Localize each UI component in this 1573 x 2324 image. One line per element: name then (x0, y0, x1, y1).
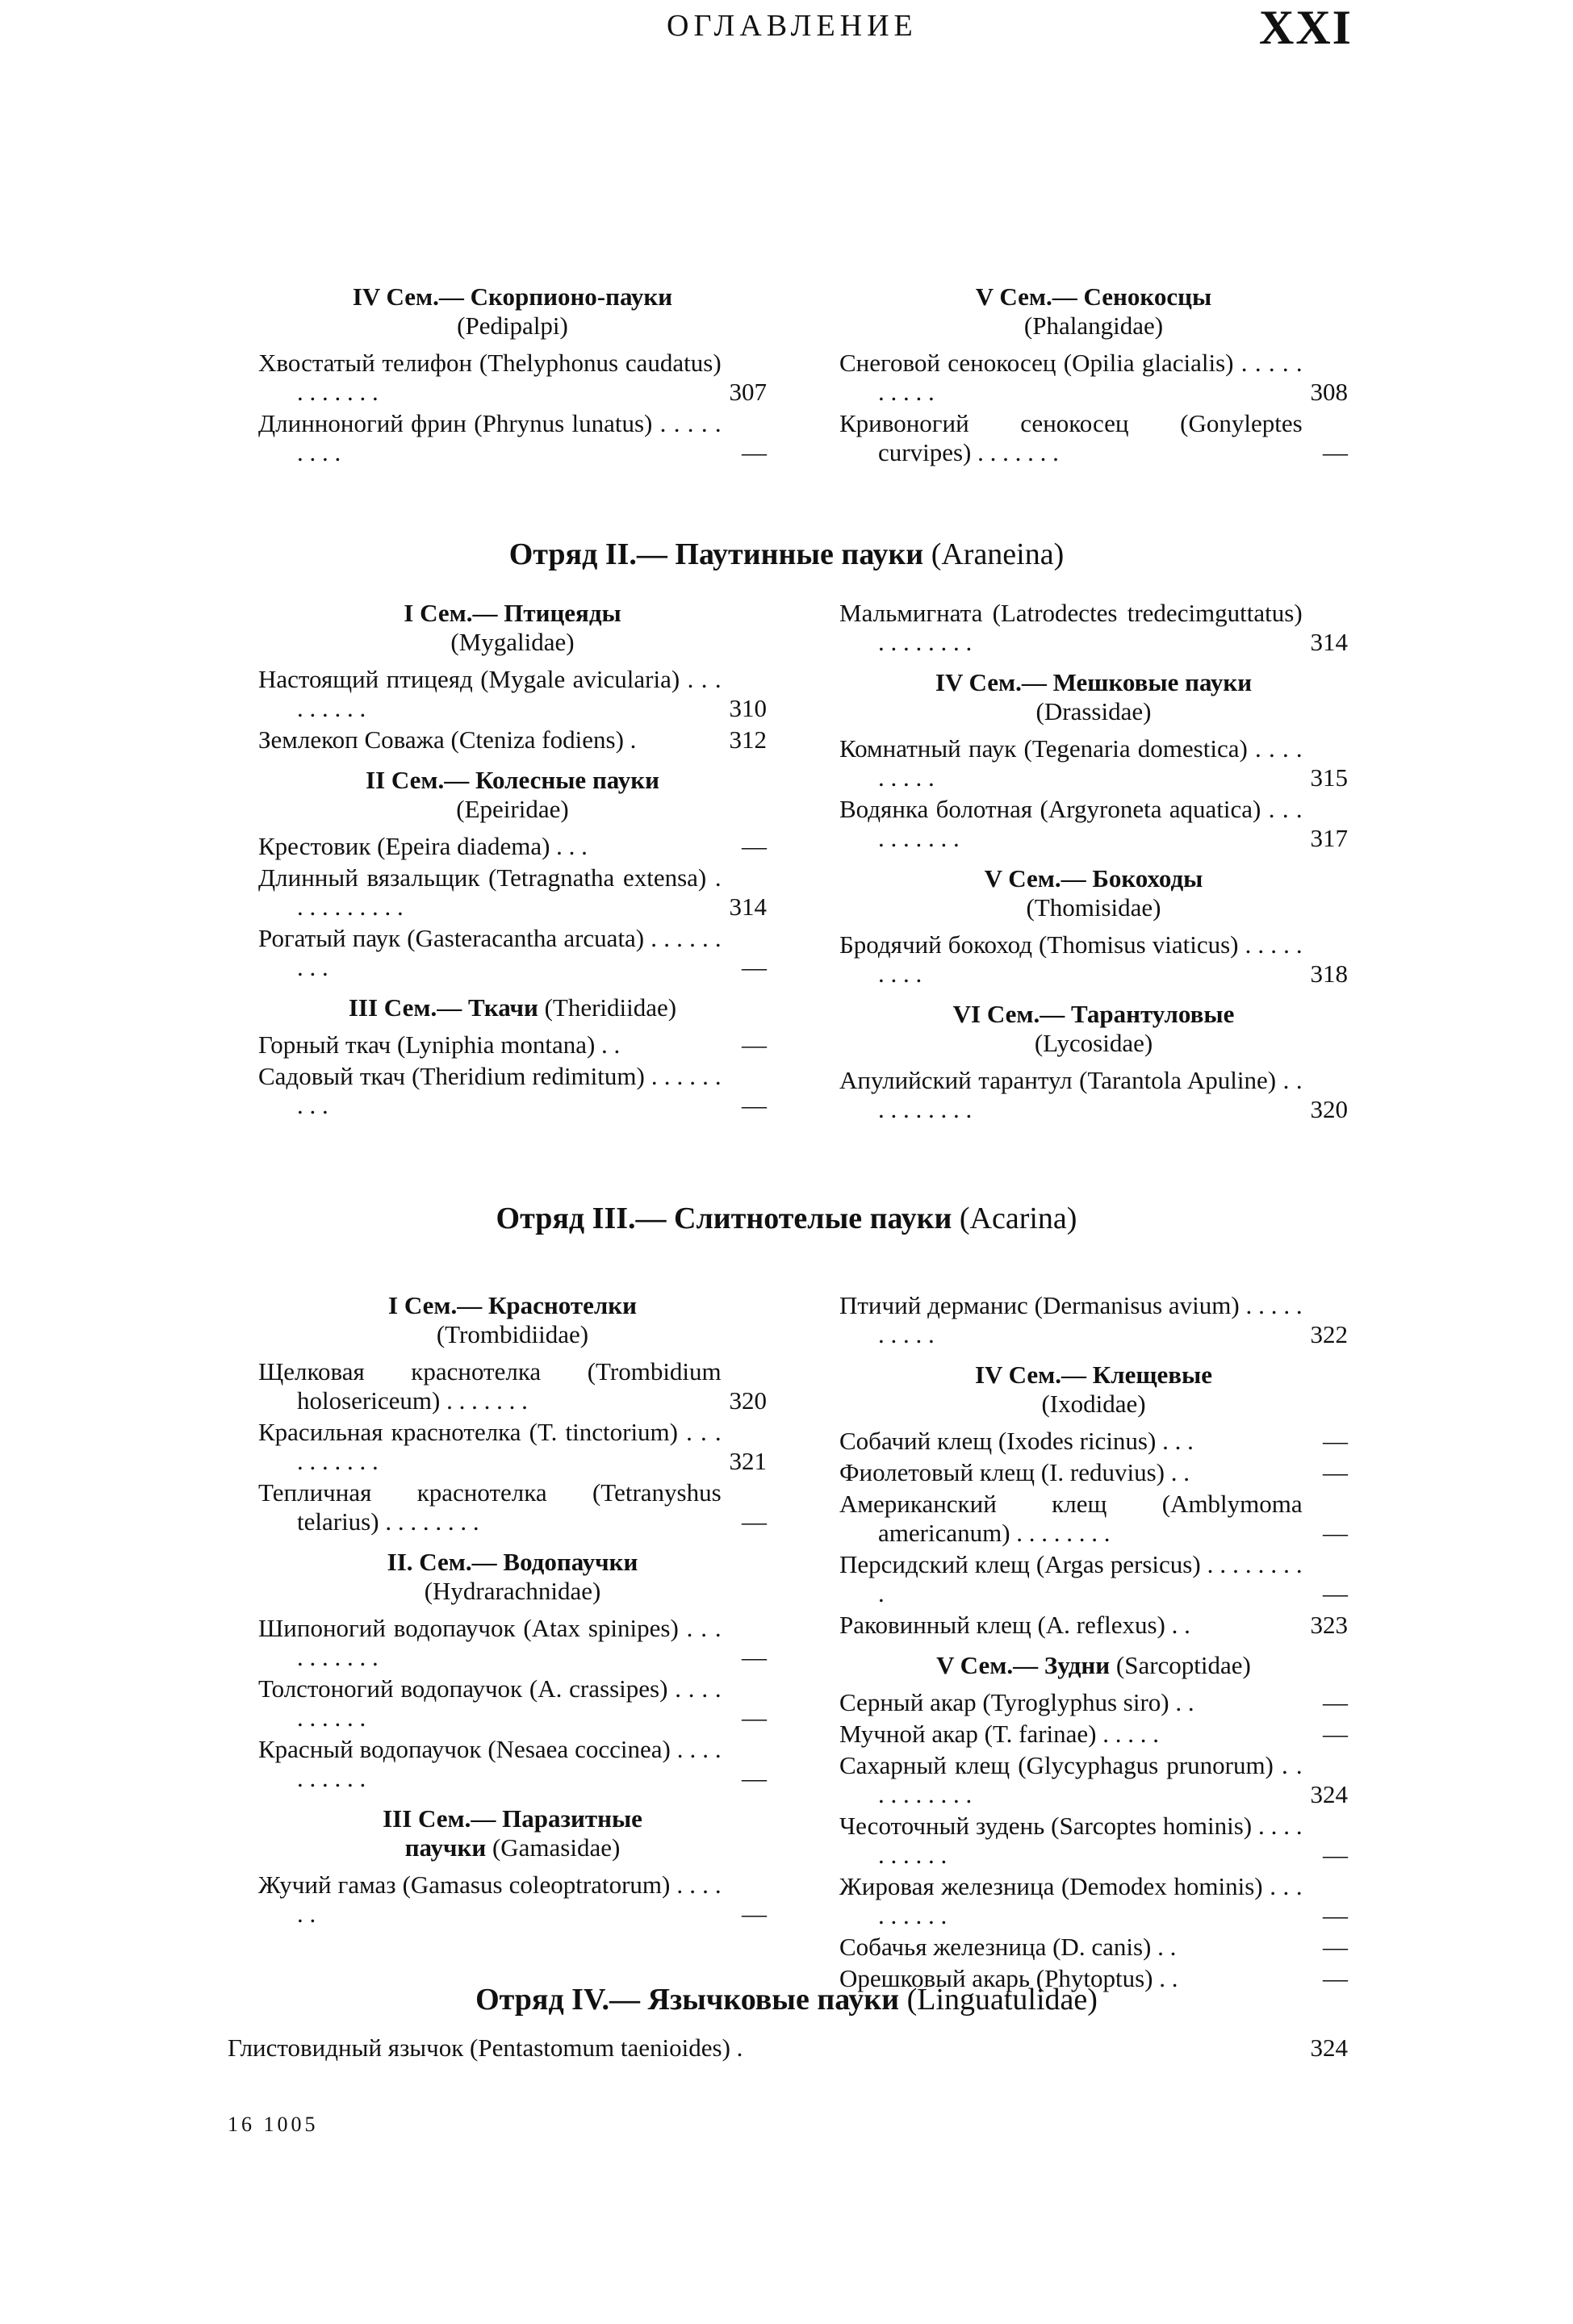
entry-text: Персидский клещ (Argas persicus) . . . . . . . . . (839, 1550, 1303, 1607)
toc-column-top-right (839, 282, 1348, 470)
family-heading (839, 282, 1348, 341)
running-head (0, 0, 1573, 54)
toc-entry (839, 1490, 1348, 1548)
family-latin: (Drassidae) (1035, 697, 1152, 725)
entry-text: Длинноногий фрин (Phrynus lunatus) . . . . . . . . . (258, 409, 722, 466)
entry-page: 310 (729, 694, 767, 722)
family-name: I Сем.— Краснотелки (388, 1291, 637, 1319)
toc-family-group (839, 1291, 1348, 1349)
toc-entry (839, 1688, 1348, 1717)
entry-text: Серный акар (Tyroglyphus siro) . . (839, 1688, 1194, 1716)
family-heading (258, 282, 767, 341)
order-title: Отряд III.— Слитнотелые пауки (496, 1202, 952, 1235)
family-heading (839, 1361, 1348, 1419)
family-latin: (Gamasidae) (492, 1833, 621, 1862)
family-latin: (Sarcoptidae) (1115, 1651, 1251, 1679)
entry-text: Хвостатый телифон (Thelyphonus caudatus) . . . . . . . (258, 349, 722, 406)
toc-entry (258, 1418, 767, 1476)
entry-text: Снеговой сенокосец (Opilia glacialis) . . . . . . . . . . (839, 349, 1303, 406)
entry-page: — (742, 1643, 767, 1671)
entry-page: 308 (1310, 378, 1348, 406)
toc-entry (258, 1870, 767, 1929)
family-name: II Сем.— Колесные пауки (366, 766, 659, 794)
toc-entry (839, 1872, 1348, 1930)
order-heading-4 (0, 1982, 1573, 2017)
family-heading (258, 993, 767, 1022)
entry-text: Апулийский тарантул (Tarantola Apuline) . . . . . . . . . . (839, 1066, 1303, 1123)
entry-page: — (742, 438, 767, 466)
entry-text: Собачья железница (D. canis) . . (839, 1933, 1177, 1961)
entry-text: Щелковая краснотелка (Trombidium holosericeum) . . . . . . . (258, 1357, 722, 1415)
toc-family-group (258, 1291, 767, 1536)
entry-page: — (1323, 1427, 1348, 1455)
entry-page: — (1323, 1688, 1348, 1716)
toc-family-group (258, 1548, 767, 1793)
entry-text: Шипоногий водопаучок (Atax spinipes) . . . . . . . . . . (258, 1614, 722, 1671)
entry-text: Фиолетовый клещ (I. reduvius) . . (839, 1458, 1190, 1486)
family-name: III Сем.— Ткачи (348, 993, 538, 1022)
toc-entry (258, 1062, 767, 1120)
order-heading-2 (0, 537, 1573, 572)
family-heading (258, 1291, 767, 1349)
family-name: V Сем.— Зудни (936, 1651, 1111, 1679)
entry-text: Садовый ткач (Theridium redimitum) . . . . . . . . . (258, 1062, 722, 1119)
entry-text: Длинный вязальщик (Tetragnatha extensa) . . . . . . . . . . (258, 863, 722, 921)
entry-page: — (742, 1703, 767, 1732)
entry-page: 320 (729, 1386, 767, 1415)
entry-text: Сахарный клещ (Glycyphagus prunorum) . . . . . . . . . . (839, 1751, 1303, 1808)
family-heading (258, 766, 767, 824)
entry-text: Глистовидный язычок (Pentastomum taenioides) . (228, 2034, 743, 2062)
toc-column-order3-left (258, 1291, 767, 1931)
page-title: ОГЛАВЛЕНИЕ (667, 9, 918, 43)
toc-entry (839, 1720, 1348, 1749)
toc-entry (258, 832, 767, 861)
entry-text: Тепличная краснотелка (Tetranyshus telarius) . . . . . . . . (258, 1478, 722, 1536)
toc-entry (839, 1933, 1348, 1962)
toc-entry (258, 1357, 767, 1415)
order-heading-3 (0, 1201, 1573, 1236)
toc-entry (839, 1066, 1348, 1124)
family-name: III Сем.— Паразитные паучки (383, 1804, 642, 1862)
entry-page: — (742, 832, 767, 860)
entry-page: — (1323, 1519, 1348, 1547)
family-heading (258, 1804, 767, 1862)
entry-page: 312 (729, 725, 767, 754)
toc-entry (839, 1812, 1348, 1870)
entry-text: Птичий дерманис (Dermanisus avium) . . . . . . . . . . (839, 1291, 1303, 1348)
entry-page: — (1323, 438, 1348, 466)
toc-entry (258, 1735, 767, 1793)
toc-family-group (839, 599, 1348, 657)
toc-entry (258, 863, 767, 922)
entry-page: 314 (1310, 628, 1348, 656)
toc-family-group (258, 766, 767, 982)
family-heading (839, 1651, 1348, 1680)
entry-page: 320 (1310, 1095, 1348, 1123)
toc-column-order2-left (258, 599, 767, 1122)
entry-text: Землекоп Соважа (Cteniza fodiens) . (258, 725, 637, 754)
family-name: I Сем.— Птицеяды (404, 599, 621, 627)
toc-entry-final (228, 2034, 1348, 2063)
order-latin: (Araneina) (931, 537, 1065, 571)
entry-page: 323 (1310, 1611, 1348, 1639)
toc-entry (839, 930, 1348, 989)
entry-text: Орешковый акарь (Phytoptus) . . (839, 1964, 1178, 1992)
family-name: V Сем.— Бокоходы (984, 864, 1203, 892)
entry-page: 322 (1310, 1320, 1348, 1348)
toc-family-group (839, 282, 1348, 467)
entry-page: — (1323, 1901, 1348, 1929)
order-latin: (Acarina) (959, 1202, 1077, 1235)
family-heading (258, 599, 767, 657)
toc-entry (258, 409, 767, 467)
printer-signature: 16 1005 (228, 2113, 319, 2136)
entry-page: 307 (729, 378, 767, 406)
entry-page: — (1323, 1964, 1348, 1992)
toc-entry (839, 1550, 1348, 1608)
family-latin: (Theridiidae) (544, 993, 677, 1022)
entry-text: Жировая железница (Demodex hominis) . . . . . . . . . (839, 1872, 1303, 1929)
family-latin: (Ixodidae) (1041, 1390, 1146, 1418)
entry-page: — (1323, 1458, 1348, 1486)
entry-page: — (742, 1091, 767, 1119)
toc-entry (839, 734, 1348, 792)
family-latin: (Trombidiidae) (436, 1320, 589, 1348)
entry-page: — (1323, 1720, 1348, 1748)
toc-family-group (839, 864, 1348, 989)
family-name: IV Сем.— Скорпионо-пауки (352, 282, 673, 311)
entry-page: 321 (729, 1447, 767, 1475)
toc-entry (839, 1611, 1348, 1640)
entry-page: 317 (1310, 824, 1348, 852)
family-name: IV Сем.— Мешковые пауки (935, 668, 1253, 696)
entry-text: Горный ткач (Lyniphia montana) . . (258, 1030, 621, 1059)
toc-entry (839, 795, 1348, 853)
entry-page: — (1323, 1579, 1348, 1607)
toc-family-group (839, 1000, 1348, 1124)
entry-page: 314 (729, 892, 767, 921)
entry-text: Жучий гамаз (Gamasus coleoptratorum) . . . . . . (258, 1870, 722, 1928)
entry-page: 324 (1310, 1780, 1348, 1808)
entry-text: Американский клещ (Amblymoma americanum) . . . . . . . . (839, 1490, 1303, 1547)
family-heading (839, 864, 1348, 922)
toc-family-group (258, 1804, 767, 1929)
family-heading (839, 668, 1348, 726)
entry-page: — (1323, 1933, 1348, 1961)
entry-text: Кривоногий сенокосец (Gonyleptes curvipes) . . . . . . . (839, 409, 1303, 466)
entry-text: Собачий клещ (Ixodes ricinus) . . . (839, 1427, 1194, 1455)
toc-column-order3-right (839, 1291, 1348, 1996)
toc-family-group (258, 599, 767, 754)
family-latin: (Pedipalpi) (457, 311, 568, 340)
family-latin: (Hydrarachnidae) (424, 1577, 601, 1605)
entry-text: Толстоногий водопаучок (A. crassipes) . . . . . . . . . . (258, 1674, 722, 1732)
toc-family-group (839, 1361, 1348, 1640)
entry-page: — (1323, 1841, 1348, 1869)
entry-text: Мучной акар (T. farinae) . . . . . (839, 1720, 1159, 1748)
toc-family-group (258, 993, 767, 1120)
toc-entry (839, 599, 1348, 657)
toc-column-order2-right (839, 599, 1348, 1126)
toc-family-group (258, 282, 767, 467)
toc-entry (839, 349, 1348, 407)
toc-family-group (839, 668, 1348, 853)
family-latin: (Phalangidae) (1023, 311, 1164, 340)
entry-text: Красильная краснотелка (T. tinctorium) . . . . . . . . . . (258, 1418, 722, 1475)
toc-entry (839, 409, 1348, 467)
toc-entry (839, 1458, 1348, 1487)
toc-entry (839, 1751, 1348, 1809)
toc-entry (258, 1478, 767, 1536)
page-number: XXI (1259, 1, 1353, 54)
entry-page: — (742, 1507, 767, 1536)
entry-page: 318 (1310, 959, 1348, 988)
family-name: VI Сем.— Тарантуловые (952, 1000, 1235, 1028)
entry-page: — (742, 1764, 767, 1792)
entry-page: — (742, 1900, 767, 1928)
entry-page: — (742, 1030, 767, 1059)
toc-entry (839, 1291, 1348, 1349)
toc-column-top-left (258, 282, 767, 470)
toc-entry (258, 725, 767, 754)
family-latin: (Epeiridae) (456, 795, 569, 823)
family-latin: (Thomisidae) (1026, 893, 1161, 922)
order-title: Отряд II.— Паутинные пауки (508, 537, 924, 571)
toc-entry (258, 349, 767, 407)
family-name: II. Сем.— Водопаучки (387, 1548, 638, 1576)
toc-family-group (839, 1651, 1348, 1993)
entry-text: Чесоточный зудень (Sarcoptes hominis) . . . . . . . . . . (839, 1812, 1303, 1869)
toc-entry (258, 924, 767, 982)
family-latin: (Lycosidae) (1034, 1029, 1153, 1057)
order-title: Отряд IV.— Язычковые пауки (475, 1983, 900, 2017)
entry-text: Красный водопаучок (Nesaea coccinea) . . . . . . . . . . (258, 1735, 722, 1792)
entry-text: Мальмигната (Latrodectes tredecimguttatus) . . . . . . . . (839, 599, 1303, 656)
order-latin: (Linguatulidae) (906, 1983, 1098, 2017)
entry-text: Рогатый паук (Gasteracantha arcuata) . . . . . . . . . (258, 924, 722, 981)
toc-entry (839, 1427, 1348, 1456)
entry-page: 324 (1310, 2034, 1348, 2062)
entry-page: — (742, 953, 767, 981)
entry-page: 315 (1310, 763, 1348, 792)
family-name: IV Сем.— Клещевые (974, 1361, 1213, 1389)
entry-text: Крестовик (Epeira diadema) . . . (258, 832, 588, 860)
entry-text: Раковинный клещ (A. reflexus) . . (839, 1611, 1190, 1639)
toc-entry (258, 1030, 767, 1060)
toc-entry (258, 665, 767, 723)
family-heading (258, 1548, 767, 1606)
family-name: V Сем.— Сенокосцы (975, 282, 1212, 311)
family-heading (839, 1000, 1348, 1058)
toc-entry (258, 1614, 767, 1672)
entry-text: Комнатный паук (Tegenaria domestica) . . . . . . . . . (839, 734, 1303, 792)
entry-text: Настоящий птицеяд (Mygale avicularia) . . . . . . . . . (258, 665, 722, 722)
toc-entry (258, 1674, 767, 1733)
entry-text: Бродячий бокоход (Thomisus viaticus) . . . . . . . . . (839, 930, 1303, 988)
entry-text: Водянка болотная (Argyroneta aquatica) . . . . . . . . . . (839, 795, 1303, 852)
family-latin: (Mygalidae) (450, 628, 575, 656)
